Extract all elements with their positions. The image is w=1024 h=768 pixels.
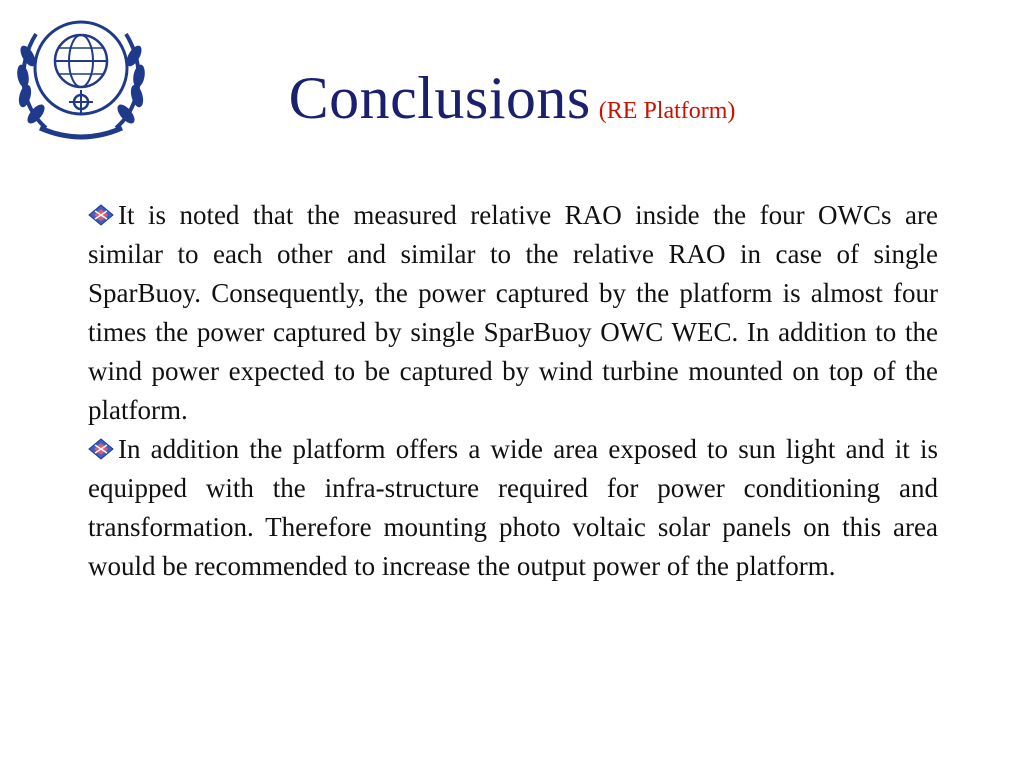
slide-title <box>0 64 1024 133</box>
bullet-text: In addition the platform offers a wide area exposed to sun light and it is equipped with the infra-structure required for power conditioning and transformation. Therefore mounting photo voltaic solar panels on this area would be recommended to increase the output power of the platform. <box>88 434 938 581</box>
diamond-bullet-icon <box>88 438 114 460</box>
bullet-list <box>88 196 938 586</box>
bullet-item-2 <box>88 430 938 586</box>
bullet-item-1 <box>88 196 938 430</box>
diamond-bullet-icon <box>88 204 114 226</box>
title-main: Conclusions <box>288 65 591 131</box>
title-subtitle: (RE Platform) <box>598 98 736 124</box>
bullet-text: It is noted that the measured relative RAO inside the four OWCs are similar to each other and similar to the relative RAO in case of single SparBuoy. Consequently, the power captured by the platform is almost four times the power captured by single SparBuoy OWC WEC. In addition to the wind power expected to be captured by wind turbine mounted on top of the platform. <box>88 200 938 425</box>
